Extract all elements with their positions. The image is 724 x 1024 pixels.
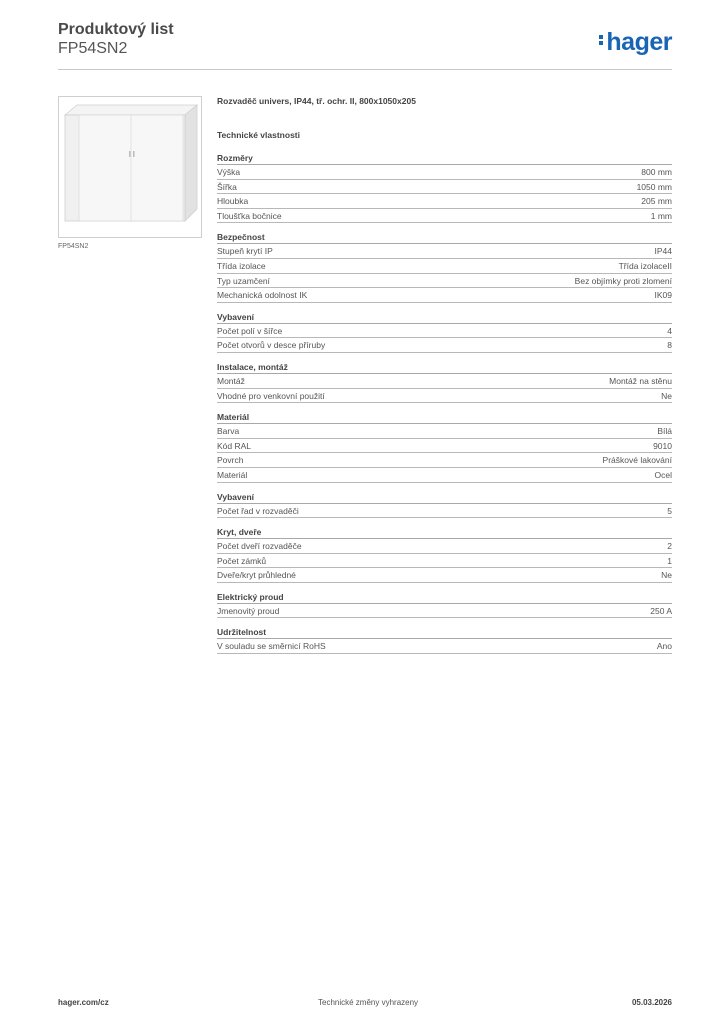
- section-title: Udržitelnost: [217, 626, 672, 639]
- spec-row: [217, 439, 672, 454]
- spec-row: [217, 468, 672, 483]
- specifications: [217, 96, 672, 662]
- image-caption: FP54SN2: [58, 243, 89, 250]
- spec-row: [217, 259, 672, 274]
- spec-section: [217, 152, 672, 223]
- spec-value: 4: [667, 325, 672, 336]
- spec-row: [217, 244, 672, 259]
- spec-row: [217, 568, 672, 583]
- footer-notice: Technické změny vyhrazeny: [318, 998, 419, 1007]
- spec-value: 1: [667, 555, 672, 566]
- spec-row: [217, 374, 672, 389]
- spec-value: Třída izolaceII: [618, 260, 672, 271]
- spec-label: Typ uzamčení: [217, 275, 270, 286]
- spec-value: 800 mm: [641, 167, 672, 177]
- spec-value: 8: [667, 340, 672, 351]
- spec-row: [217, 324, 672, 339]
- spec-row: [217, 639, 672, 654]
- spec-row: [217, 453, 672, 468]
- page-header: [58, 20, 672, 70]
- spec-row: [217, 194, 672, 209]
- spec-section: [217, 231, 672, 302]
- spec-label: Šířka: [217, 181, 237, 192]
- spec-value: 1 mm: [650, 210, 672, 221]
- spec-value: 1050 mm: [636, 181, 672, 192]
- spec-row: [217, 274, 672, 289]
- spec-label: Počet dveří rozvaděče: [217, 541, 302, 552]
- spec-label: Barva: [217, 426, 240, 437]
- section-title: Bezpečnost: [217, 231, 672, 244]
- spec-label: Hloubka: [217, 196, 249, 207]
- spec-label: Počet polí v šířce: [217, 325, 283, 336]
- spec-value: Ano: [656, 641, 672, 652]
- spec-row: [217, 554, 672, 569]
- spec-section: [217, 526, 672, 583]
- header-divider: [58, 69, 672, 70]
- spec-value: Bez objímky proti zlomení: [574, 275, 672, 286]
- spec-row: [217, 539, 672, 554]
- spec-value: IK09: [654, 290, 672, 301]
- spec-label: Stupeň krytí IP: [217, 246, 273, 257]
- spec-section: [217, 411, 672, 482]
- spec-label: Vhodné pro venkovní použití: [217, 390, 325, 401]
- spec-label: Počet řad v rozvaděči: [217, 505, 299, 516]
- section-title: Materiál: [217, 411, 672, 424]
- footer-website[interactable]: hager.com/cz: [58, 998, 109, 1007]
- spec-section: [217, 361, 672, 403]
- section-title: Kryt, dveře: [217, 526, 672, 539]
- spec-row: [217, 504, 672, 519]
- spec-label: Tloušťka bočnice: [217, 210, 282, 221]
- cabinet-illustration-icon: [63, 103, 199, 231]
- spec-value: Ne: [661, 570, 672, 581]
- spec-row: [217, 338, 672, 353]
- spec-row: [217, 165, 672, 180]
- spec-row: [217, 424, 672, 439]
- spec-label: Kód RAL: [217, 440, 252, 451]
- spec-row: [217, 288, 672, 303]
- spec-value: 5: [667, 505, 672, 516]
- spec-section: [217, 491, 672, 519]
- product-image: [58, 96, 202, 238]
- logo-dots-icon: [599, 33, 604, 47]
- spec-label: Výška: [217, 167, 241, 177]
- spec-label: Montáž: [217, 375, 245, 386]
- spec-value: Práškové lakování: [602, 455, 672, 466]
- spec-value: 9010: [653, 440, 672, 451]
- hager-logo: [599, 28, 672, 57]
- section-title: Vybavení: [217, 311, 672, 324]
- spec-row: [217, 604, 672, 619]
- spec-label: Mechanická odolnost IK: [217, 290, 308, 301]
- section-title: Rozměry: [217, 152, 672, 165]
- section-title: Elektrický proud: [217, 591, 672, 604]
- footer-date: 05.03.2026: [631, 998, 672, 1007]
- spec-section: [217, 311, 672, 353]
- spec-section: [217, 591, 672, 619]
- spec-value: 205 mm: [641, 196, 672, 207]
- spec-row: [217, 180, 672, 195]
- logo-text: hager: [606, 28, 672, 56]
- spec-row: [217, 209, 672, 224]
- spec-value: Ne: [661, 390, 672, 401]
- product-code: FP54SN2: [58, 40, 128, 57]
- spec-value: Bílá: [657, 426, 672, 437]
- spec-value: Montáž na stěnu: [609, 375, 672, 386]
- spec-label: Dveře/kryt průhledné: [217, 570, 296, 581]
- specs-heading: Technické vlastnosti: [217, 130, 300, 140]
- section-title: Vybavení: [217, 491, 672, 504]
- spec-label: Jmenovitý proud: [217, 605, 280, 616]
- spec-value: Ocel: [654, 469, 672, 480]
- spec-label: Povrch: [217, 455, 244, 466]
- spec-label: Materiál: [217, 469, 248, 480]
- spec-label: V souladu se směrnicí RoHS: [217, 641, 326, 652]
- spec-label: Počet zámků: [217, 555, 267, 566]
- product-description: Rozvaděč univers, IP44, tř. ochr. II, 800x1050x205: [217, 96, 416, 106]
- section-title: Instalace, montáž: [217, 361, 672, 374]
- spec-label: Počet otvorů v desce příruby: [217, 340, 326, 351]
- spec-section: [217, 626, 672, 654]
- spec-value: IP44: [654, 246, 672, 257]
- spec-row: [217, 389, 672, 404]
- spec-value: 2: [667, 541, 672, 552]
- document-title: Produktový list: [58, 21, 174, 38]
- spec-sections: [217, 152, 672, 654]
- spec-label: Třída izolace: [217, 260, 266, 271]
- spec-value: 250 A: [650, 605, 672, 616]
